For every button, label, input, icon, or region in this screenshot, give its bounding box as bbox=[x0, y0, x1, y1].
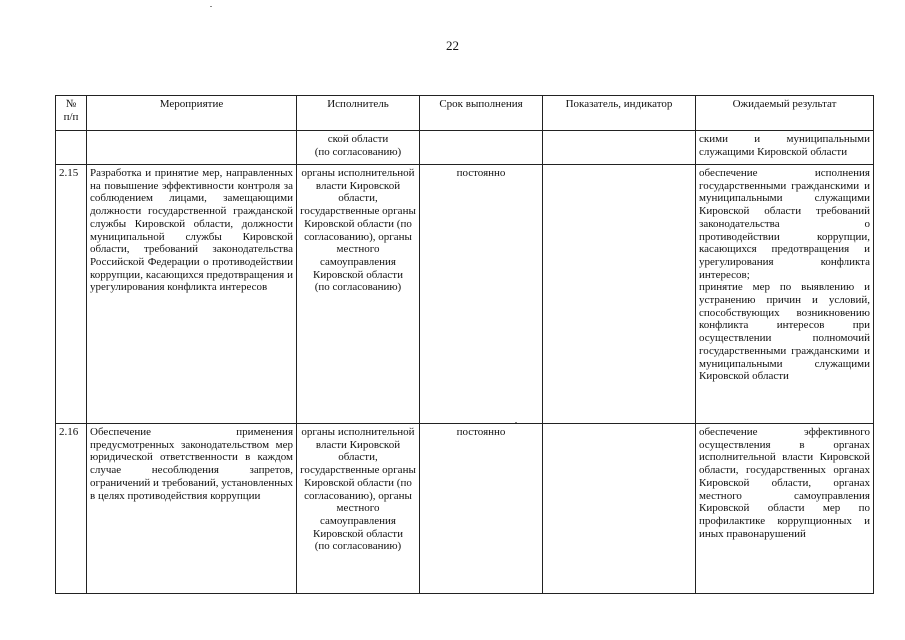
row-measure: Обеспечение применения предусмотренных законодательством мер юридической ответственности в каждом случае несоблюдения запретов, ограничений и требований, установленных в целях противодействия коррупции bbox=[87, 424, 297, 594]
row-number: 2.15 bbox=[56, 165, 87, 424]
scan-speck bbox=[210, 6, 212, 7]
header-row bbox=[56, 96, 874, 131]
row-indicator bbox=[543, 424, 696, 594]
row-result: обеспечение исполнения государственными гражданскими и муниципальными служащими Кировской области требований законодательства о противодействии коррупции, касающихся предотвращения и урегулирования конфликта интересов; принятие мер по выявлению и устранению причин и условий, способствующих возникновению конфликта интересов при осуществлении полномочий государственными гражданскими и муниципальными служащими Кировской области bbox=[696, 165, 874, 424]
row-executor: органы исполнительной власти Кировской области, государственные органы Кировской области (по согласованию), органы местного самоуправления Кировской области (по согласованию) bbox=[297, 424, 420, 594]
page-number: 22 bbox=[446, 38, 459, 53]
table-row bbox=[56, 165, 874, 424]
row-deadline bbox=[420, 131, 543, 165]
row-measure: Разработка и принятие мер, направленных на повышение эффективности контроля за соблюдением лицами, замещающими должности государственной гражданской службы Кировской области, должности муниципальной службы Кировской области, требований законодательства Российской Федерации о противодействии коррупции, касающихся предотвращения и урегулирования конфликта интересов bbox=[87, 165, 297, 424]
row-result: скими и муниципальными служащими Кировской области bbox=[696, 131, 874, 165]
table-row bbox=[56, 131, 874, 165]
row-number bbox=[56, 131, 87, 165]
row-measure bbox=[87, 131, 297, 165]
header-deadline: Срок выполнения bbox=[420, 96, 543, 131]
row-indicator bbox=[543, 165, 696, 424]
row-deadline: постоянно bbox=[420, 424, 543, 594]
header-indicator: Показатель, индикатор bbox=[543, 96, 696, 131]
measures-table bbox=[55, 95, 874, 594]
row-indicator bbox=[543, 131, 696, 165]
header-result: Ожидаемый результат bbox=[696, 96, 874, 131]
row-number: 2.16 bbox=[56, 424, 87, 594]
row-deadline: постоянно bbox=[420, 165, 543, 424]
header-executor: Исполнитель bbox=[297, 96, 420, 131]
table-row bbox=[56, 424, 874, 594]
header-num: № п/п bbox=[56, 96, 87, 131]
header-measure: Мероприятие bbox=[87, 96, 297, 131]
row-result: обеспечение эффективного осуществления в органах исполнительной власти Кировской области, государственных органах Кировской области, органах местного самоуправления Кировской области мер по профилактике коррупционных и иных правонарушений bbox=[696, 424, 874, 594]
scan-speck bbox=[515, 422, 517, 423]
row-executor: ской области (по согласованию) bbox=[297, 131, 420, 165]
row-executor: органы исполнительной власти Кировской области, государственные органы Кировской области (по согласованию), органы местного самоуправления Кировской области (по согласованию) bbox=[297, 165, 420, 424]
